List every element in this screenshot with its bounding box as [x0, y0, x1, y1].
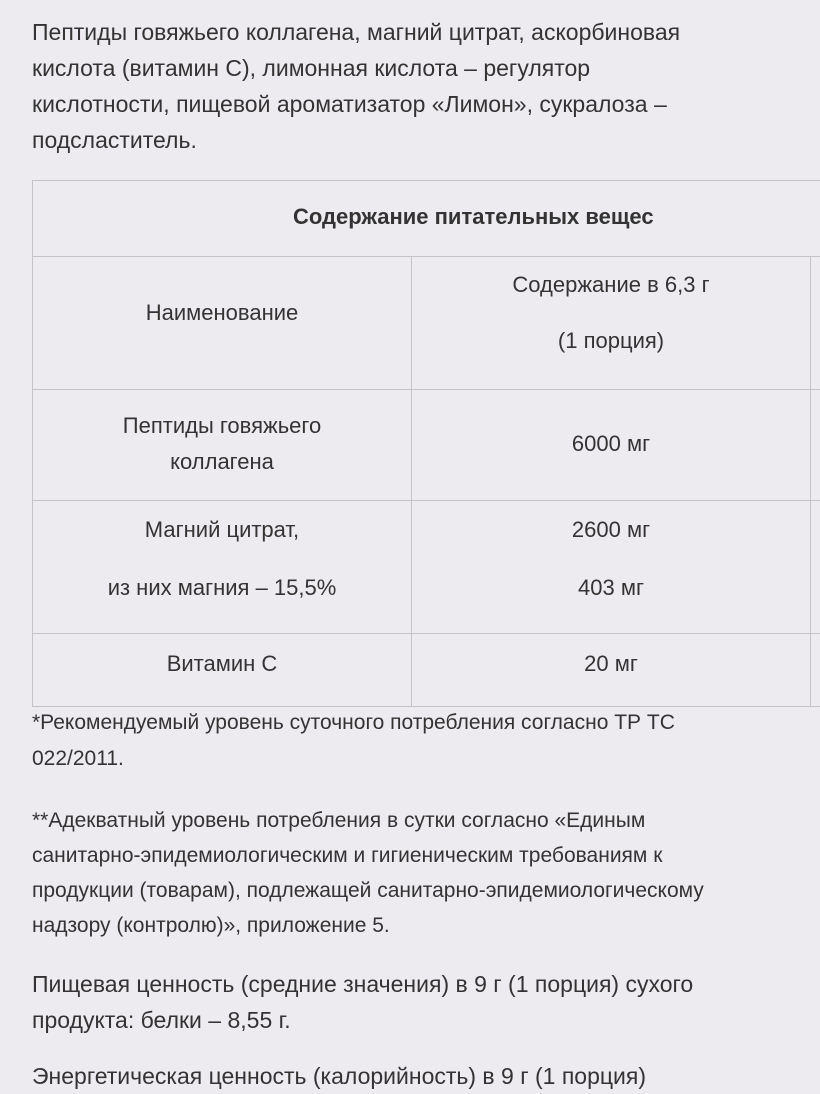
- row-name-line: Магний цитрат,: [144, 517, 300, 542]
- row-amount: 6000 мг: [571, 431, 651, 456]
- text-line: продукции (товарам), подлежащей санитарно-эпидемиологическому: [32, 879, 704, 902]
- table-row: [32, 500, 412, 634]
- row-amount-cell: [411, 389, 811, 501]
- text-line: Пептиды говяжьего коллагена, магний цитрат, аскорбиновая: [32, 19, 681, 45]
- text-line: 022/2011.: [32, 747, 124, 770]
- header-name: Наименование: [145, 300, 299, 325]
- text-line: Пищевая ценность (средние значения) в 9 г (1 порция) сухого: [32, 971, 694, 997]
- header-extra-cell: [810, 256, 820, 390]
- footnote-adequate-level: [32, 803, 812, 943]
- nutrients-table: [32, 180, 820, 707]
- row-name-line: Витамин С: [166, 651, 278, 676]
- row-amount: 20 мг: [584, 651, 638, 676]
- table-row: [32, 389, 412, 501]
- text-line: подсластитель.: [32, 127, 197, 153]
- composition-paragraph: [32, 14, 792, 158]
- header-amount-line2: (1 порция): [557, 328, 665, 353]
- row-extra-cell: [810, 500, 820, 634]
- row-extra-cell: [810, 389, 820, 501]
- text-line: **Адекватный уровень потребления в сутки согласно «Единым: [32, 809, 646, 832]
- row-amount-cell: [411, 633, 811, 707]
- row-name-line: из них магния – 15,5%: [107, 575, 337, 600]
- table-title: [32, 180, 820, 257]
- text-line: кислота (витамин С), лимонная кислота – регулятор: [32, 55, 591, 81]
- text-line: надзору (контролю)», приложение 5.: [32, 914, 390, 937]
- text-line: *Рекомендуемый уровень суточного потребления согласно ТР ТС: [32, 711, 675, 734]
- row-amount: 403 мг: [578, 575, 644, 600]
- text-line: санитарно-эпидемиологическим и гигиеническим требованиям к: [32, 844, 663, 867]
- footnote-rda: [32, 705, 812, 777]
- row-amount: 2600 мг: [571, 517, 651, 542]
- header-amount-cell: [411, 256, 811, 390]
- text-line: продукта: белки – 8,55 г.: [32, 1007, 291, 1033]
- nutrition-value-paragraph: [32, 966, 812, 1038]
- header-name-cell: [32, 256, 412, 390]
- table-row: [32, 633, 412, 707]
- table-title-text: Содержание питательных вещес: [293, 204, 654, 229]
- energy-value-paragraph: [32, 1058, 812, 1094]
- row-amount-cell: [411, 500, 811, 634]
- text-line: кислотности, пищевой ароматизатор «Лимон», сукралоза –: [32, 91, 667, 117]
- row-extra-cell: [810, 633, 820, 707]
- row-name-line: Пептиды говяжьего: [122, 413, 322, 438]
- header-amount-line1: Содержание в 6,3 г: [512, 272, 710, 297]
- text-line: Энергетическая ценность (калорийность) в 9 г (1 порция): [32, 1063, 647, 1089]
- row-name-line: коллагена: [170, 449, 274, 474]
